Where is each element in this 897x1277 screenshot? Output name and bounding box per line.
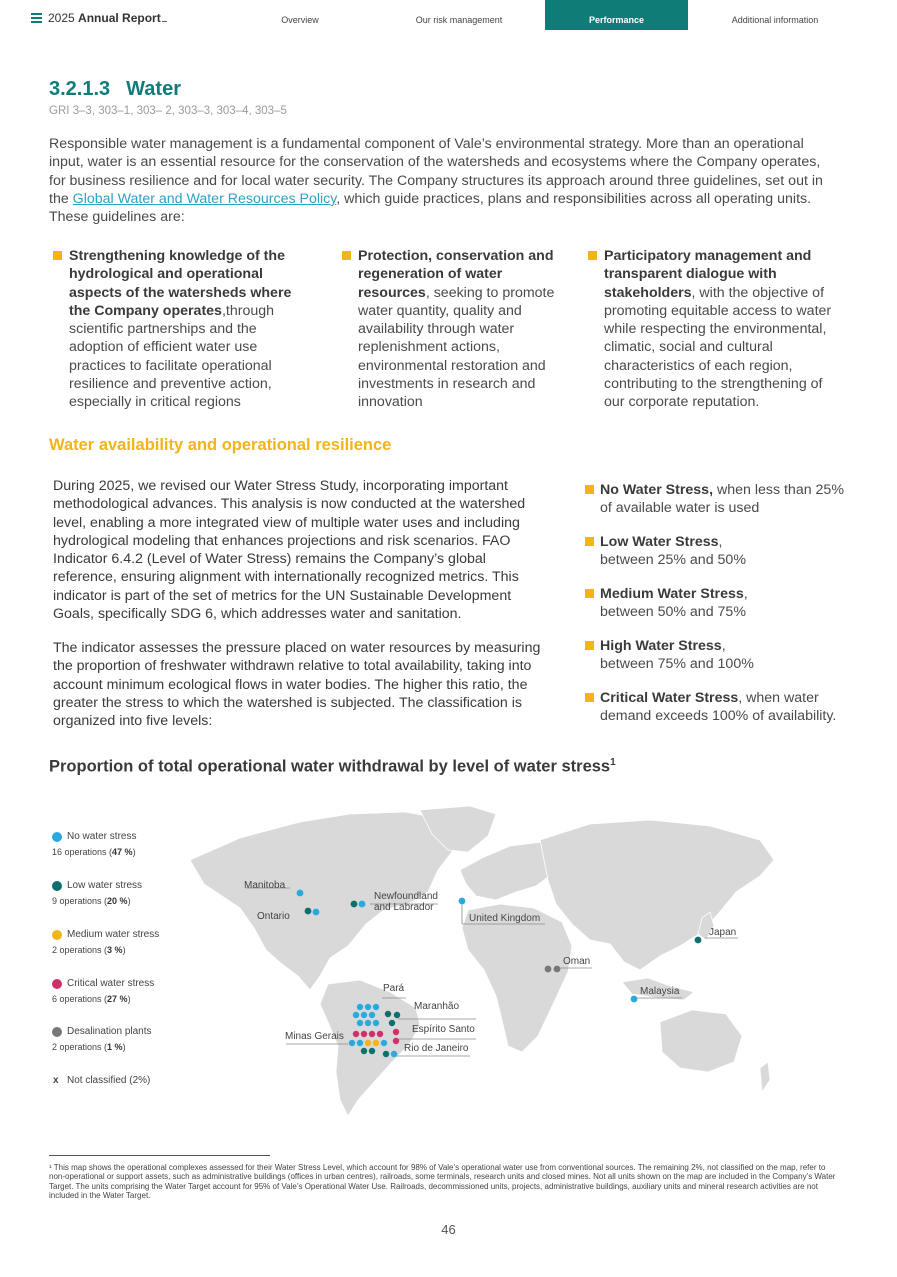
op-dot-newfoundland — [359, 901, 366, 908]
brand-year: 2025 — [48, 11, 75, 25]
body-paragraph: The indicator assesses the pressure placed on water resources by measuring the proportion of freshwater withdrawn relative to total availability, taking into account minimum ecological flows in water bodies. The higher this ratio, the greater the stress to which the watershed is subjected. The classification is organized into five levels: — [53, 640, 541, 730]
bullet-square-icon — [585, 641, 594, 650]
op-dot-para — [365, 1020, 371, 1026]
tab-additional-information[interactable]: Additional information — [731, 15, 819, 25]
chart-title: Proportion of total operational water withdrawal by level of water stress$^1$ — [49, 757, 616, 776]
op-dot-para — [369, 1012, 375, 1018]
body-paragraph: During 2025, we revised our Water Stress Study, incorporating important methodological advances. This analysis is now conducted at the watershed level, enabling a more integrated view of multiple water uses and including hydrological modeling that enhances projections and risk scenarios. FAO Indicator 6.4.2 (Level of Water Stress) remains the Company’s global reference, ensuring alignment with internationally recognized metrics. This indicator is part of the set of metrics for the UN Sustainable Development Goals, specifically SDG 6, which addresses water and sanitation. — [53, 478, 526, 623]
footnote-divider — [49, 1155, 270, 1156]
op-dot-minas-gerais — [357, 1040, 363, 1046]
map-label: Ontario — [257, 911, 290, 922]
op-dot-rio-de-janeiro — [383, 1051, 389, 1057]
op-dot-para — [373, 1020, 379, 1026]
brand-title[interactable] — [48, 11, 167, 25]
legend-dot-icon — [52, 832, 62, 842]
page-number: 46 — [441, 1222, 456, 1237]
map-label: Japan — [709, 927, 737, 938]
op-dot-oman — [545, 966, 552, 973]
bullet-square-icon — [585, 693, 594, 702]
op-dot-minas-gerais — [369, 1031, 375, 1037]
map-label: Malaysia — [640, 986, 680, 997]
op-dot-oman — [554, 966, 561, 973]
bullet-square-icon — [342, 251, 351, 260]
op-dot-minas-gerais — [373, 1040, 379, 1046]
section-name: Water — [126, 78, 181, 100]
stress-level-item: High Water Stress, between 75% and 100% — [585, 637, 847, 675]
tab-risk-management[interactable]: Our risk management — [415, 15, 503, 25]
bullet-square-icon — [588, 251, 597, 260]
bullet-square-icon — [585, 485, 594, 494]
stress-level-item: Low Water Stress, between 25% and 50% — [585, 533, 847, 571]
map-label: Newfoundland — [374, 891, 438, 902]
world-map — [170, 800, 780, 1120]
stress-level-item: No Water Stress, when less than 25% of available water is used — [585, 481, 847, 519]
op-dot-ontario — [313, 909, 320, 916]
x-icon: x — [53, 1075, 59, 1086]
bullet-square-icon — [585, 589, 594, 598]
op-dot-malaysia — [631, 996, 638, 1003]
op-dot-minas-gerais — [361, 1048, 367, 1054]
footnote: ¹ This map shows the operational complexes assessed for their Water Stress Level, which account for 98% of Vale’s operational water use from conventional sources. The remaining 2%, not classified on the map, refer to non-operational or support assets, such as administrative buildings (offices in urban centres), railroads, some terminals, research units and closed mines. Not all units shown on the map are included in the Company’s Water Target. The units comprising the Water Target account for 95% of Vale’s Operational Water Use. Railroads, decommissioned units, projects, administrative buildings, auxiliary units and mineral research activities are not included in the Water Target. — [49, 1163, 836, 1201]
op-dot-espirito-santo — [393, 1029, 399, 1035]
op-dot-maranhao — [385, 1011, 391, 1017]
op-dot-para — [361, 1012, 367, 1018]
op-dot-minas-gerais — [377, 1031, 383, 1037]
asia-shape — [540, 820, 774, 970]
map-label: Manitoba — [244, 880, 286, 891]
legend-dot-icon — [52, 1027, 62, 1037]
map-label: Rio de Janeiro — [404, 1043, 469, 1054]
op-dot-para — [365, 1004, 371, 1010]
op-dot-minas-gerais — [349, 1040, 355, 1046]
map-label: United Kingdom — [469, 913, 541, 924]
africa-shape — [462, 904, 572, 1052]
op-dot-minas-gerais — [365, 1040, 371, 1046]
guideline-item: Protection, conservation and regeneration of water resources, seeking to promote water quantity, quality and availability through water replenishment actions, environmental restoration and investments in research and innovation — [342, 247, 557, 417]
op-dot-espirito-santo — [393, 1038, 399, 1044]
guideline-item: Participatory management and transparent dialogue with stakeholders, with the objective of promoting equitable access to water while respecting the environmental, climatic, social and cultural characteristics of each region, contributing to the strengthening of our corporate reputation. — [588, 247, 840, 417]
op-dot-maranhao — [389, 1020, 395, 1026]
guideline-item: Strengthening knowledge of the hydrological and operational aspects of the watersheds where the Company operates,through scientific partnerships and the adoption of efficient water use practices to facilitate operational resilience and preventive action, especially in critical regions — [53, 247, 298, 417]
gri-references: GRI 3–3, 303–1, 303– 2, 303–3, 303–4, 303–5 — [49, 105, 287, 117]
op-dot-para — [353, 1012, 359, 1018]
map-label: Pará — [383, 983, 405, 994]
water-policy-link[interactable]: Global Water and Water Resources Policy — [72, 190, 337, 207]
op-dot-minas-gerais — [381, 1040, 387, 1046]
op-dot-manitoba — [297, 890, 304, 897]
bullet-square-icon — [53, 251, 62, 260]
bullet-square-icon — [585, 537, 594, 546]
op-dot-para — [373, 1004, 379, 1010]
stress-level-item: Critical Water Stress, when water demand exceeds 100% of availability. — [585, 689, 847, 727]
tab-overview[interactable]: Overview — [281, 15, 319, 25]
intro-paragraph: Responsible water management is a fundamental component of Vale’s environmental strategy. More than an operational input, water is an essential resource for the conservation of the watersheds and ecosystems where the Company operates, for business resilience and for local water security. The Company structures its approach around three guidelines, set out in the Global Water and Water Resources Policy, which guide practices, plans and responsibilities across all operating units. These guidelines are: — [49, 136, 823, 226]
op-dot-para — [357, 1004, 363, 1010]
op-dot-maranhao — [394, 1012, 400, 1018]
section-number: 3.2.1.3 — [49, 78, 111, 100]
tab-performance[interactable]: Performance — [545, 0, 688, 30]
op-dot-newfoundland — [351, 901, 358, 908]
map-label: Espírito Santo — [412, 1024, 475, 1035]
new-zealand-shape — [760, 1062, 770, 1092]
legend-dot-icon — [52, 930, 62, 940]
map-label: and Labrador — [374, 902, 434, 913]
map-label: Minas Gerais — [285, 1031, 344, 1042]
op-dot-ontario — [305, 908, 312, 915]
menu-icon[interactable] — [31, 13, 42, 23]
legend-dot-icon — [52, 881, 62, 891]
section-title — [49, 78, 181, 101]
op-dot-japan — [695, 937, 702, 944]
top-navigation — [0, 0, 897, 30]
op-dot-minas-gerais — [353, 1031, 359, 1037]
stress-level-item: Medium Water Stress, between 50% and 75% — [585, 585, 847, 623]
op-dot-minas-gerais — [369, 1048, 375, 1054]
australia-shape — [660, 1010, 742, 1072]
op-dot-rio-de-janeiro — [391, 1051, 397, 1057]
map-label: Maranhão — [414, 1001, 460, 1012]
legend-dot-icon — [52, 979, 62, 989]
op-dot-united-kingdom — [459, 898, 466, 905]
op-dot-minas-gerais — [361, 1031, 367, 1037]
op-dot-para — [357, 1020, 363, 1026]
subsection-title: Water availability and operational resilience — [49, 436, 392, 454]
map-label: Oman — [563, 956, 591, 967]
brand-name: Annual Report — [78, 11, 161, 25]
